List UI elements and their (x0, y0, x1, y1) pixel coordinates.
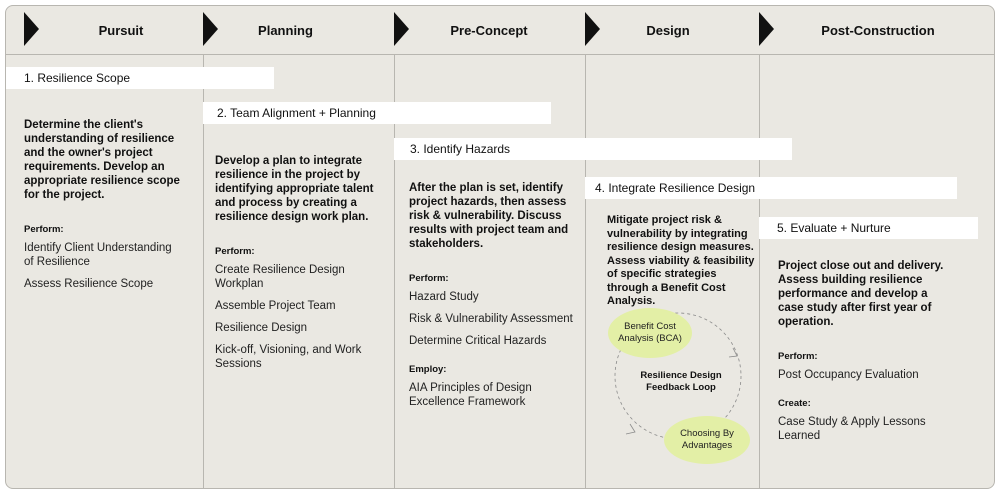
step-bar-team-alignment: 2. Team Alignment + Planning (203, 102, 551, 124)
list-item: Create Resilience Design Workplan (215, 264, 345, 290)
phase-pursuit: Pursuit (98, 22, 144, 38)
chevron-right-icon (203, 12, 218, 46)
description: Project close out and delivery. Assess building resilience performance and develop a case study after first year of operation. (778, 260, 944, 328)
chevron-right-icon (24, 12, 39, 46)
perform-label: Perform: (778, 351, 818, 362)
list-item: Determine Critical Hazards (409, 335, 547, 347)
column-post-construction (778, 259, 948, 451)
description: Determine the client's understanding of resilience and the owner's project requirements. Develop an appropriate resilience scope for the project. (24, 119, 180, 201)
column-pre-concept (409, 181, 577, 417)
list-item: Identify Client Understanding of Resilience (24, 242, 172, 268)
step-bar-resilience-scope: 1. Resilience Scope (6, 67, 274, 89)
description: After the plan is set, identify project hazards, then assess risk & vulnerability. Discuss results with project team and stakeholders. (409, 182, 569, 250)
chevron-right-icon (759, 12, 774, 46)
step-bar-integrate-resilience: 4. Integrate Resilience Design (585, 177, 957, 199)
phase-post-construction: Post-Construction (821, 22, 935, 38)
bubble-choosing-by-advantages: Choosing By Advantages (664, 416, 750, 464)
perform-label: Perform: (215, 246, 255, 257)
step-bar-evaluate-nurture: 5. Evaluate + Nurture (759, 217, 978, 239)
chevron-right-icon (394, 12, 409, 46)
phase-design: Design (646, 22, 690, 38)
list-item: Case Study & Apply Lessons Learned (778, 416, 926, 442)
list-item: Post Occupancy Evaluation (778, 369, 919, 381)
list-item: Assess Resilience Scope (24, 278, 154, 290)
description: Mitigate project risk & vulnerability by integrating resilience design measures. Assess viability & feasibility of specific strategies through a Benefit Cost Analysis. (607, 214, 755, 307)
list-item: Risk & Vulnerability Assessment (409, 313, 573, 325)
chevron-right-icon (585, 12, 600, 46)
column-divider (759, 54, 760, 488)
bubble-benefit-cost-analysis: Benefit Cost Analysis (BCA) (608, 308, 692, 358)
list-item: Assemble Project Team (215, 300, 336, 312)
list-item: Hazard Study (409, 291, 479, 303)
description: Develop a plan to integrate resilience in the project by identifying appropriate talent and process by creating a resilience design work plan. (215, 155, 374, 223)
loop-title: Resilience Design Feedback Loop (640, 370, 722, 393)
list-item: Kick-off, Visioning, and Work Sessions (215, 344, 362, 370)
process-diagram (5, 5, 995, 489)
feedback-loop (606, 306, 756, 466)
list-item: Resilience Design (215, 322, 308, 334)
list-item: AIA Principles of Design Excellence Framework (409, 382, 532, 408)
column-divider (585, 54, 586, 488)
phase-planning: Planning (258, 22, 313, 38)
column-planning (215, 154, 383, 379)
phase-header-row (6, 6, 994, 55)
column-pursuit (24, 118, 184, 299)
column-design (607, 214, 755, 309)
perform-label: Perform: (24, 224, 64, 235)
perform-label: Perform: (409, 273, 449, 284)
employ-label: Employ: (409, 364, 447, 375)
create-label: Create: (778, 398, 811, 409)
phase-pre-concept: Pre-Concept (450, 22, 528, 38)
step-bar-identify-hazards: 3. Identify Hazards (394, 138, 792, 160)
